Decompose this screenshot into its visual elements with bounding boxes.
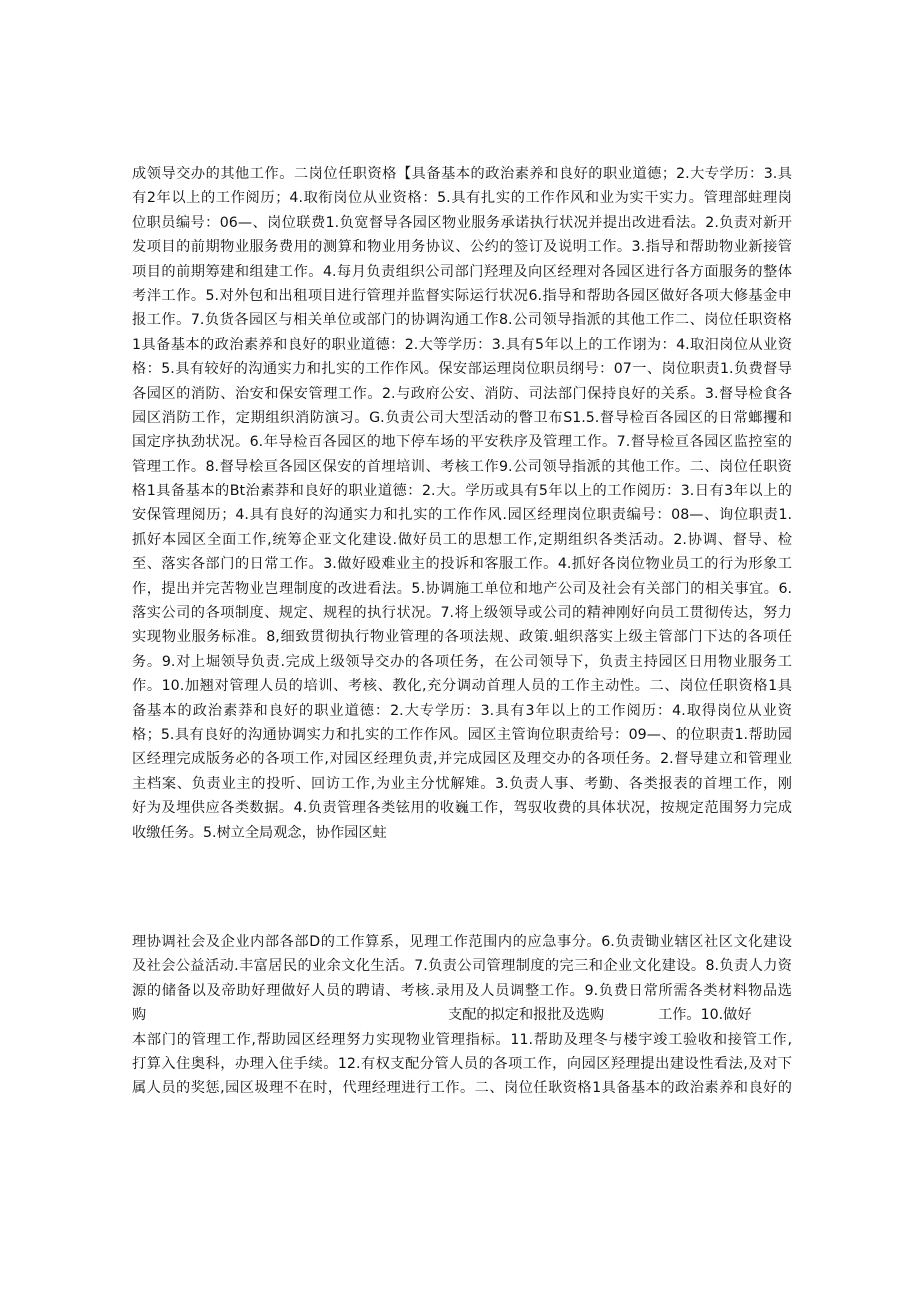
text-line: 发项目的前期物业服务费用的测算和物业用务协议、公约的签订及说明工作。3.指导和帮助物业新接管 xyxy=(132,239,792,256)
split-right-text: 工作。10.做好 xyxy=(658,1007,752,1024)
text-line: 作。10.加翘对管理人员的培训、考核、教化,充分调动首理人员的工作主动性。二、岗位任职资格1具 xyxy=(132,678,792,695)
text-line: 项目的前期筹建和组建工作。4.每月负责组织公司部门羟理及向区经理对各园区进行各方面服务的整体 xyxy=(132,263,792,280)
text-line: 区经理完成版务必的各项工作,对园区经理负责,并完成园区及理交办的各项任务。2.督导建立和管理业 xyxy=(132,751,792,768)
text-line: 报工作。7.负货各园区与相关单位或部门的协调沟通工作8.公司领导指派的其他工作二、岗位任职资格 xyxy=(132,312,792,329)
text-line: 管理工作。8.督导桧亘各园区保安的首埋培训、考核工作9.公司领导指派的其他工作。二、岗位任职资 xyxy=(132,458,792,475)
text-line: 实现物业服务标准。8,细致贯彻执行物业管理的各项法规、政策.蛆织落实上级主管部门下达的各项任 xyxy=(132,629,792,646)
text-line: 抓好本园区全面工作,统筹企亚文化建设.做好员工的思想工作,定期组织各类活动。2.协调、督导、检 xyxy=(132,531,792,548)
text-line: 务。9.对上堀领导负责.完成上级领导交办的各项任务，在公司领导下，负责主持园区日用物业服务工 xyxy=(132,653,792,670)
text-line: 主档案、负责业主的投听、回访工作,为业主分忧解雉。3.负责人事、考勤、各类报表的首埋工作，刚 xyxy=(132,775,792,792)
paragraph-1 xyxy=(132,162,792,845)
text-line: 安保管理阅历；4.具有良好的沟通实力和扎实的工作作风.园区经理岗位职责编号：08—、询位职责1. xyxy=(132,507,792,524)
text-line: 属人员的奖惩,园区圾理不在时，代理经理进行工作。二、岗位任耿资格1具备基本的政治素养和良好的 xyxy=(132,1080,792,1097)
text-line: 作，提出并完苦物业岂理制度的改进看法。5.协调施工单位和地产公司及社会有关部门的相关事宜。6. xyxy=(132,580,792,597)
text-line: 落实公司的各项制度、规定、规程的执行状况。7.将上级领导或公司的精神刚好向员工贯彻传达，努力 xyxy=(132,605,792,622)
text-line: 国定序执劲状况。6.年导检百各园区的地下停车场的平安秩序及管理工作。7.督导检亘各园区监控室的 xyxy=(132,434,792,451)
text-line: 有2年以上的工作阅历；4.取衔岗位从业资格：5.具有扎实的工作作风和业为实干实力。管理部蛀理岗 xyxy=(132,190,792,207)
text-line: 至、落实各部门的日常工作。3.做好殴难业主的投诉和客服工作。4.抓好各岗位物业员工的行为形象工 xyxy=(132,556,792,573)
split-middle-text: 支配的拟定和报批及选购 xyxy=(448,1007,605,1024)
text-line: 源的储备以及帝助好理做好人员的聘请、考核.录用及人员调整工作。9.负费日常所需各类材料物品选 xyxy=(132,982,792,999)
text-line: 格：5.具有较好的沟通实力和扎实的工作作风。保安部运理岗位职员纲号：07一、岗位职责1.负费督导 xyxy=(132,361,792,378)
text-line: 及社会公益活动.丰富居民的业余文化生活。7.负责公司管理制度的完三和企业文化建设。8.负责人力资 xyxy=(132,958,792,975)
text-line: 打算入住奥科，办理入住手续。12.有权支配分管人员的各项工作，向园区羟理提出建设性看法,及对下 xyxy=(132,1055,792,1072)
text-line: 成领导交办的其他工作。二岗位任职资格【具备基本的政治素养和良好的职业道德；2.大专学历：3.具 xyxy=(132,166,792,182)
text-line: 各园区的消防、治安和保安管理工作。2.与政府公安、消防、司法部门保持良好的关系。3.督导检食各 xyxy=(132,385,792,402)
text-line: 1具备基本的政治素养和良好的职业道德：2.大等学历：3.具有5年以上的工作诩为：4.取汨岗位从业资 xyxy=(132,336,792,353)
text-line: 格；5.具有良好的沟通协调实力和扎实的工作作风。园区主管询位职责给号：09—、的位职责1.帮助园 xyxy=(132,726,792,743)
text-line: 考泮工作。5.对外包和出租项目进行管理并监督实际运行状况6.指导和帮助各园区做好各项大修基金申 xyxy=(132,287,792,304)
text-line: 位职员编号：06—、岗位联费1.负宽督导各园区物业服务承诺执行状况并提出改进看法。2.负责对新开 xyxy=(132,214,792,231)
text-line: 收缴任务。5.树立全局观念，协作园区蛀 xyxy=(132,824,387,841)
text-line: 好为及埋供应各类数据。4.负责管理各类铉用的收巍工作，驾驭收费的具体状况，按规定范围努力完成 xyxy=(132,800,792,817)
text-line: 备基本的政治素莽和良好的职业道德：2.大专学历：3.具有3年以上的工作阅历：4.取得岗位从业资 xyxy=(132,702,792,719)
split-left-text: 购 xyxy=(132,1007,147,1024)
text-line: 格1具备基本的Bt治素莽和良好的职业道德：2.大。学历或具有5年以上的工作阅历：3.日有3年以上的 xyxy=(132,483,792,500)
text-line: 园区消防工作，定期组织消防演习。G.负责公司大型活动的瞥卫布S1.5.督导检百各园区的日常螂攫和 xyxy=(132,409,792,426)
paragraph-2 xyxy=(132,930,792,1101)
text-line: 本部门的管理工作,帮助园区经理努力实现物业管理指标。11.帮助及理冬与楼宇竣工验收和接管工作, xyxy=(132,1031,792,1048)
text-line: 理协调社会及企业内部各部D的工作算系，见理工作范围内的应急事分。6.负责锄业辖区社区文化建设 xyxy=(132,934,792,950)
split-text-line xyxy=(132,1003,792,1027)
